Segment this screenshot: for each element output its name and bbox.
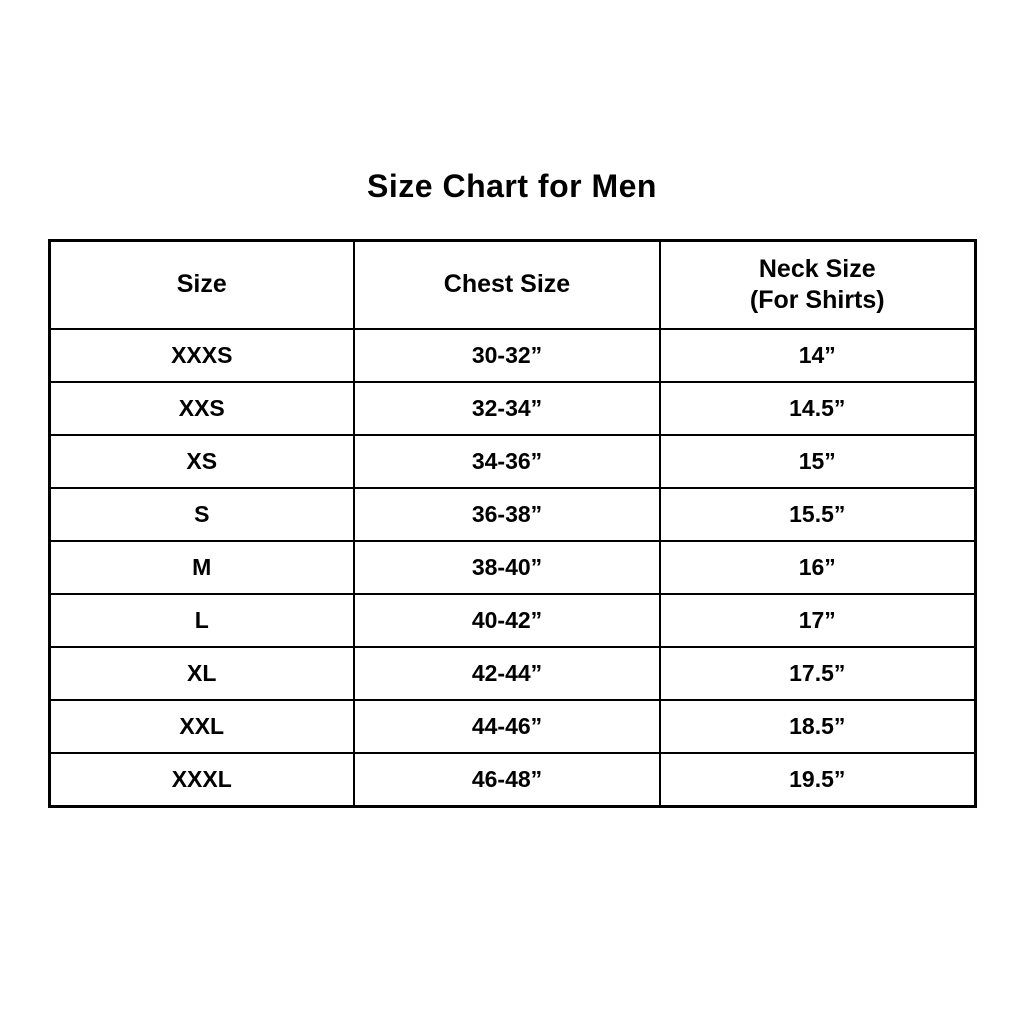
neck-cell: 14.5” xyxy=(660,382,975,435)
neck-cell: 15” xyxy=(660,435,975,488)
table-row xyxy=(49,435,975,488)
table-row xyxy=(49,647,975,700)
size-cell: XS xyxy=(49,435,354,488)
table-row xyxy=(49,700,975,753)
column-header-neck-size xyxy=(660,241,975,330)
size-cell: M xyxy=(49,541,354,594)
table-row xyxy=(49,541,975,594)
chest-cell: 36-38” xyxy=(354,488,660,541)
chest-cell: 38-40” xyxy=(354,541,660,594)
column-header-chest-size: Chest Size xyxy=(354,241,660,330)
size-cell: L xyxy=(49,594,354,647)
table-row xyxy=(49,382,975,435)
neck-size-header-line2: (For Shirts) xyxy=(749,286,885,314)
column-header-size: Size xyxy=(49,241,354,330)
size-cell: S xyxy=(49,488,354,541)
table-row xyxy=(49,488,975,541)
table-header-row xyxy=(49,241,975,330)
neck-size-header-line1: Neck Size xyxy=(758,254,876,283)
chest-cell: 34-36” xyxy=(354,435,660,488)
size-cell: XXXS xyxy=(49,329,354,382)
chest-cell: 40-42” xyxy=(354,594,660,647)
neck-cell: 17” xyxy=(660,594,975,647)
chest-cell: 46-48” xyxy=(354,753,660,807)
page-title: Size Chart for Men xyxy=(367,168,657,204)
neck-cell: 18.5” xyxy=(660,700,975,753)
chest-cell: 44-46” xyxy=(354,700,660,753)
size-cell: XXXL xyxy=(49,753,354,807)
chest-cell: 32-34” xyxy=(354,382,660,435)
neck-cell: 17.5” xyxy=(660,647,975,700)
size-chart-table xyxy=(48,239,977,808)
size-cell: XXL xyxy=(49,700,354,753)
neck-cell: 14” xyxy=(660,329,975,382)
neck-cell: 16” xyxy=(660,541,975,594)
table-row xyxy=(49,594,975,647)
size-cell: XL xyxy=(49,647,354,700)
neck-cell: 15.5” xyxy=(660,488,975,541)
table-row xyxy=(49,753,975,807)
neck-cell: 19.5” xyxy=(660,753,975,807)
chest-cell: 42-44” xyxy=(354,647,660,700)
size-cell: XXS xyxy=(49,382,354,435)
table-row xyxy=(49,329,975,382)
chest-cell: 30-32” xyxy=(354,329,660,382)
